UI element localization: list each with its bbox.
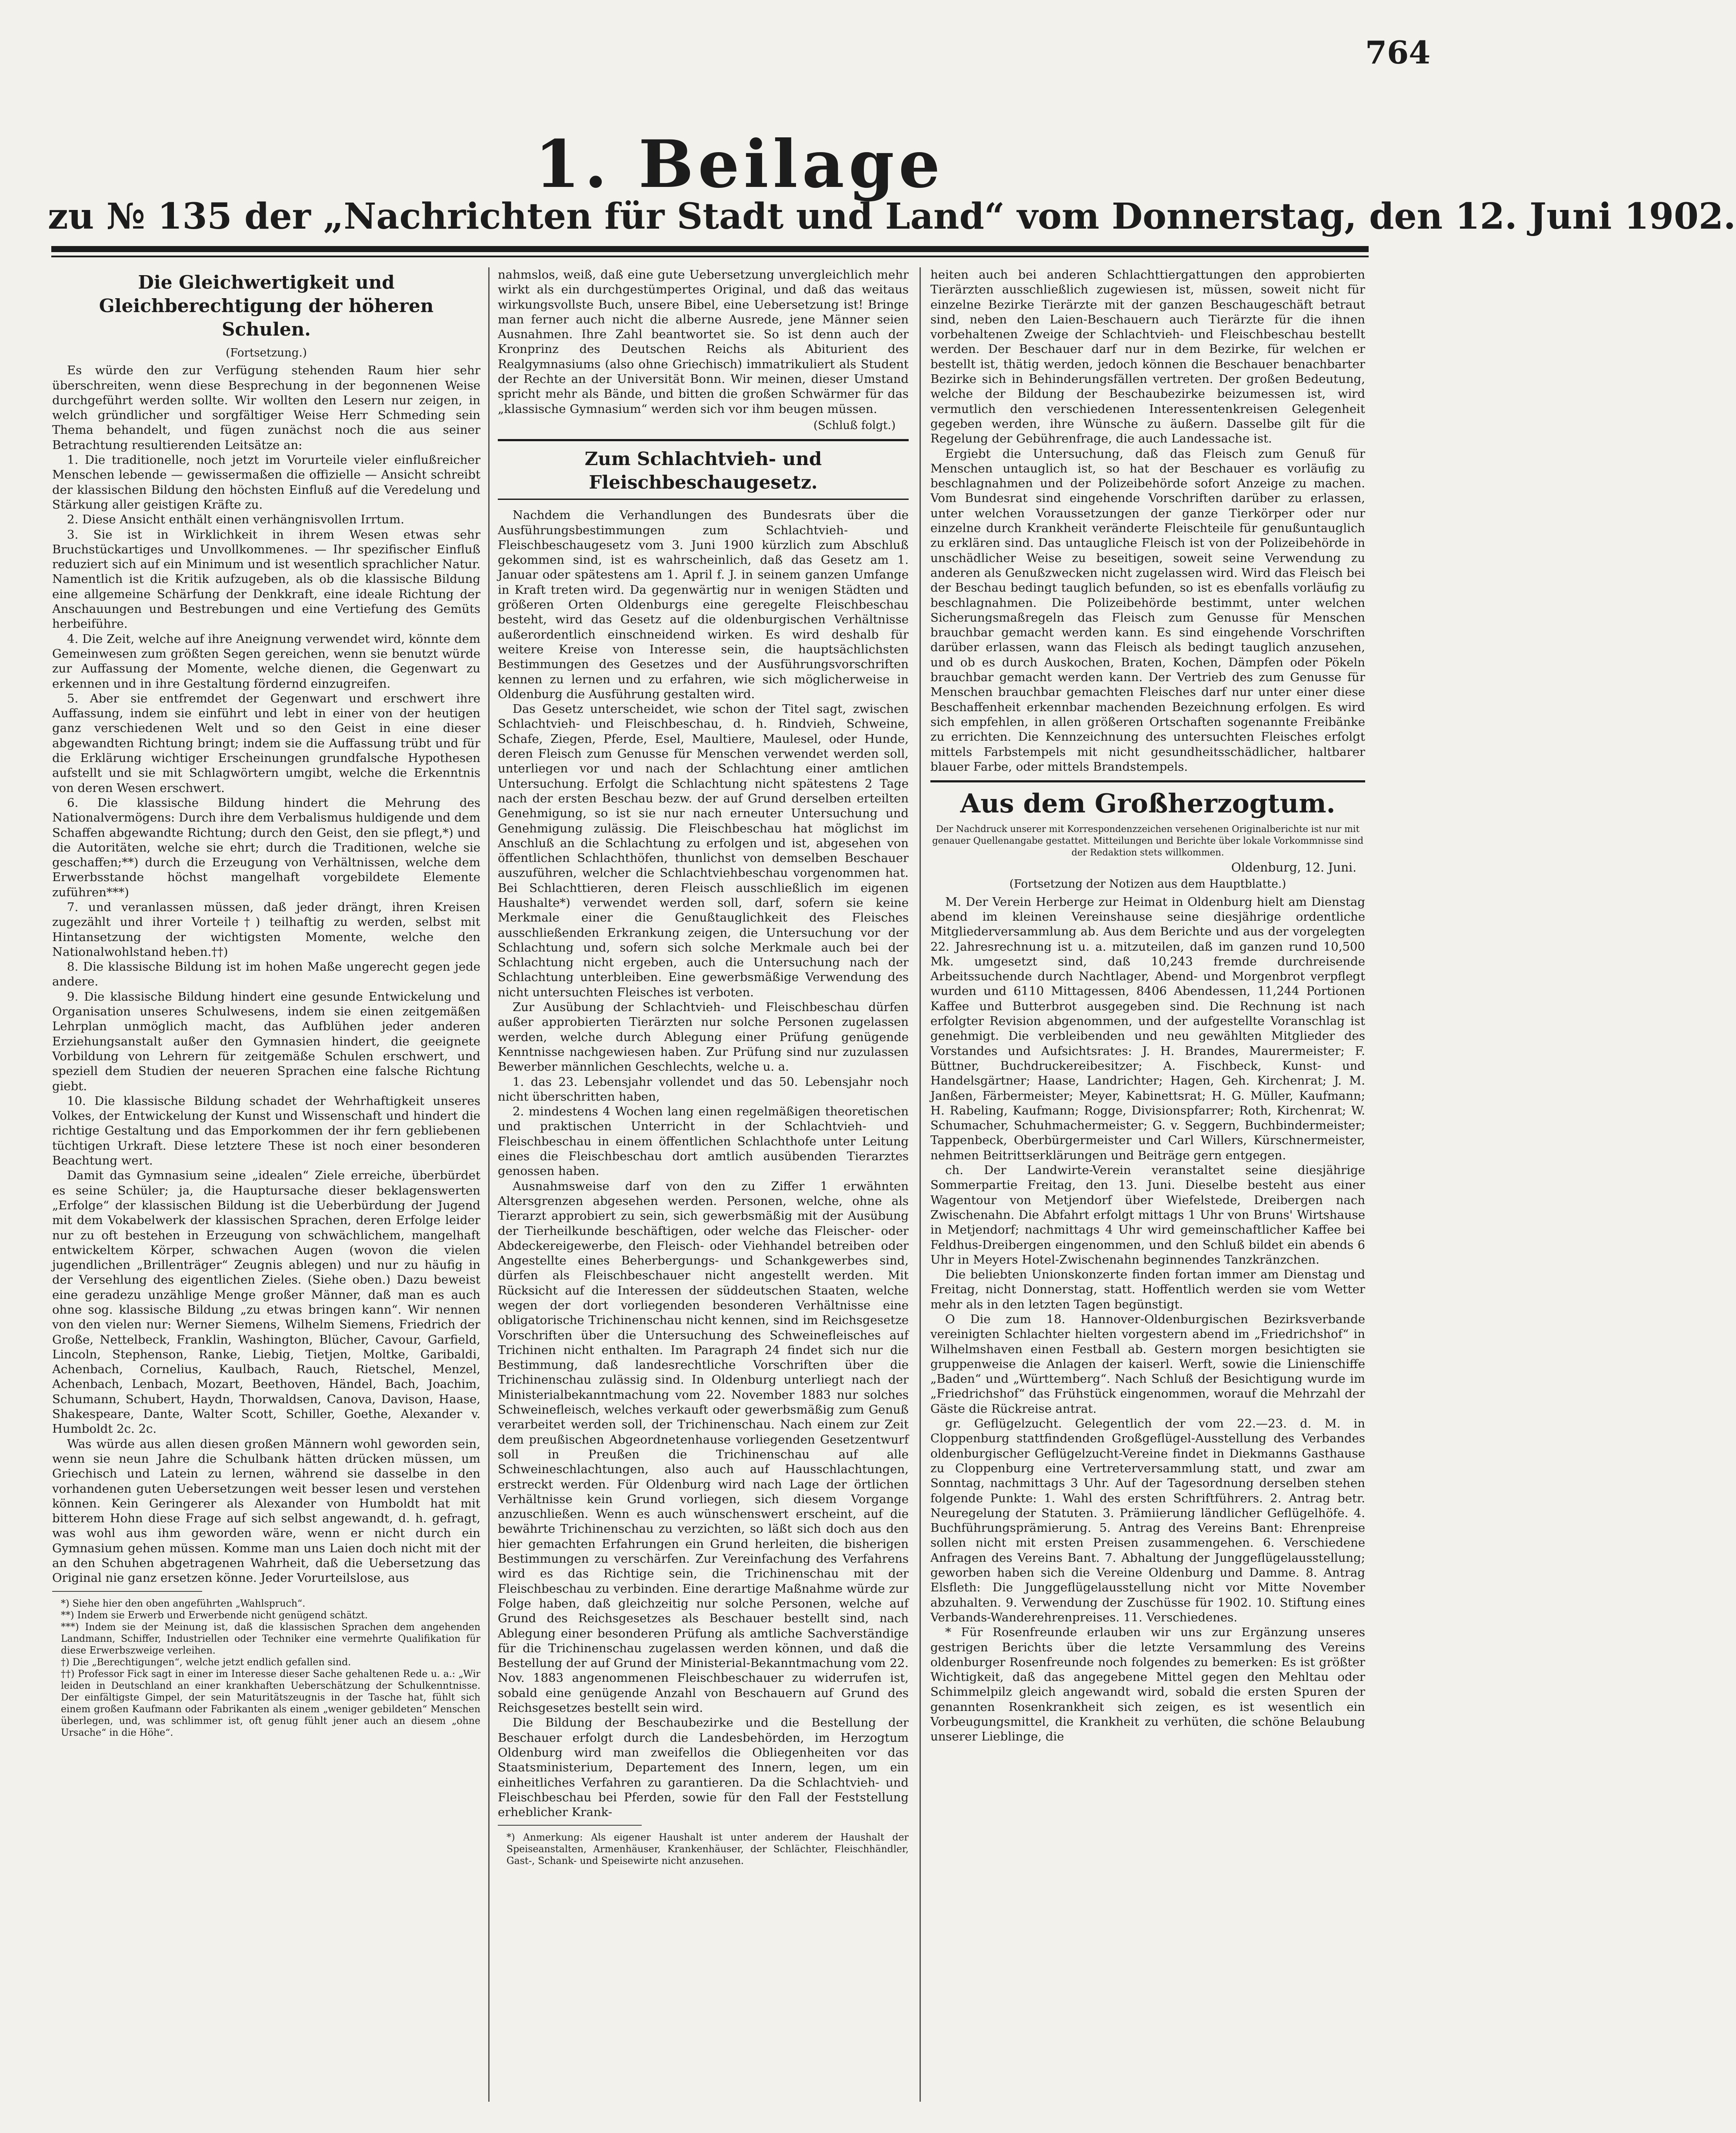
footnote: ***) Indem sie der Meinung ist, daß die klassischen Sprachen dem angehenden Landmann, Schiffer, Industriellen oder Techniker eine vermehrte Qualifikation für diese Erwerbszweige verleihen. [61, 1621, 480, 1656]
paragraph: 2. Diese Ansicht enthält einen verhängnisvollen Irrtum. [67, 512, 404, 527]
paragraph: heiten auch bei anderen Schlachttiergattungen den approbierten Tierärzten ausschließlich zugewiesen ist, müssen, soweit nicht für einzelne Bezirke Tierärzte mit der ganzen Beschaugeschäft betraut sind, neben den Laien-Beschauern auch Tierärzte für die ihnen vorbehaltenen Zweige der Schlachtvieh- und Fleischbeschau bestellt werden. Der Beschauer darf nur in dem Bezirke, für welchen er bestellt ist, thätig werden, jedoch können die Beschauer benachbarter Bezirke sich in Behinderungsfällen vertreten. Der großen Bedeutung, welche der Bildung der Beschaubezirke beizumessen ist, wird vermutlich den verschiedenen Interessentenkreisen Gelegenheit gegeben werden, ihre Wünsche zu äußern. Dasselbe gilt für die Regelung der Gebührenfrage, die auch Landessache ist. [930, 268, 1365, 446]
end-note: (Schluß folgt.) [813, 419, 896, 432]
paragraph: 9. Die klassische Bildung hindert eine gesunde Entwickelung und Organisation unseres Schulwesens, indem sie einen zeitgemäßen Lehrplan unmöglich macht, das Aufblühen jeder anderen Erziehungsanstalt außer den Gymnasien hindert, die geeignete Vorbildung von Lehrern für zeitgemäße Schulen erschwert, und speziell dem Studien der neueren Sprachen eine falsche Richtung giebt. [52, 989, 480, 1093]
column-2 [498, 267, 909, 2106]
footnotes [498, 1832, 909, 1867]
footnote-rule [52, 1591, 202, 1592]
footnote: †) Die „Berechtigungen“, welche jetzt endlich gefallen sind. [61, 1657, 351, 1668]
headline-rule [498, 499, 909, 500]
footnote: **) Indem sie Erwerb und Erwerbende nicht genügend schätzt. [61, 1610, 368, 1621]
paragraph: Das Gesetz unterscheidet, wie schon der Titel sagt, zwischen Schlachtvieh- und Fleischbeschau, d. h. Rindvieh, Schweine, Schafe, Ziegen, Pferde, Esel, Maultiere, Maulesel, oder Hunde, deren Fleisch zum Genusse für Menschen verwendet werden soll, unterliegen vor und nach der Schlachtung einer amtlichen Untersuchung. Erfolgt die Schlachtung nicht spätestens 2 Tage nach der ersten Beschau bezw. der auf Grund derselben erteilten Genehmigung, so ist sie nur nach erneuter Untersuchung und Genehmigung zulässig. Die Fleischbeschau hat möglichst im Anschluß an die Schlachtung zu erfolgen und ist, abgesehen von öffentlichen Schlachthöfen, thunlichst von demselben Beschauer auszuführen, welcher die Schlachtviehbeschau vorgenommen hat. Bei Schlachttieren, deren Fleisch ausschließlich im eigenen Haushalte*) verwendet werden soll, darf, sofern sie keine Merkmale einer die Genußtauglichkeit des Fleisches ausschließenden Erkrankung zeigen, die Untersuchung vor der Schlachtung und, sofern sich solche Merkmale auch bei der Schlachtung nicht ergeben, auch die Untersuchung nach der Schlachtung unterbleiben. Eine gewerbsmäßige Verwendung des nicht untersuchten Fleisches ist verboten. [498, 702, 909, 999]
section-rule [498, 439, 909, 441]
paragraph: 10. Die klassische Bildung schadet der Wehrhaftigkeit unseres Volkes, der Entwickelung der Kunst und Wissenschaft und hindert die richtige Gestaltung und das Emporkommen der ihr fern gebliebenen tüchtigen Urkraft. Diese letztere These ist noch einer besonderen Beachtung wert. [52, 1094, 480, 1168]
column-3 [930, 267, 1365, 2106]
paragraph: M. Der Verein Herberge zur Heimat in Oldenburg hielt am Dienstag abend im kleinen Vereinshause seine diesjährige ordentliche Mitgliederversammlung ab. Aus dem Berichte und aus der vorgelegten 22. Jahresrechnung ist u. a. mitzuteilen, daß im ganzen rund 10,500 Mk. umgesetzt sind, daß 10,243 fremde durchreisende Arbeitssuchende durch Nachtlager, Abend- und Morgenbrot verpflegt wurden und 6110 Mittagessen, 8406 Abendessen, 11,244 Portionen Kaffee und Butterbrot ausgegeben sind. Die Rechnung ist nach erfolgter Revision abgenommen, und der aufgestellte Voranschlag ist genehmigt. Die verbleibenden und neu gewählten Mitglieder des Vorstandes und Aufsichtsrates: J. H. Brandes, Maurermeister; F. Büttner, Buchdruckereibesitzer; A. Fischbeck, Kunst- und Handelsgärtner; Haase, Landrichter; Hagen, Geh. Kirchenrat; J. M. Janßen, Färbermeister; Meyer, Kabinettsrat; H. G. Müller, Kaufmann; H. Rabeling, Kaufmann; Rogge, Divisionspfarrer; Roth, Kirchenrat; W. Schumacher, Schuhmachermeister; G. v. Seggern, Buchbindermeister; Tappenbeck, Oberbürgermeister und Carl Willers, Kürschnermeister, nehmen Beitrittserklärungen und Beiträge gern entgegen. [930, 895, 1365, 1162]
paragraph: gr. Geflügelzucht. Gelegentlich der vom 22.—23. d. M. in Cloppenburg stattfindenden Großgeflügel-Ausstellung des Verbandes oldenburgischer Geflügelzucht-Vereine findet in Diekmanns Gasthause zu Cloppenburg eine Vertreterversammlung statt, und zwar am Sonntag, nachmittags 3 Uhr. Auf der Tagesordnung derselben stehen folgende Punkte: 1. Wahl des ersten Schriftführers. 2. Antrag betr. Neuregelung der Statuten. 3. Prämiierung ländlicher Geflügelhöfe. 4. Buchführungsprämierung. 5. Antrag des Vereins Bant: Ehrenpreise sollen nicht mit ersten Preisen zusammengehen. 6. Verschiedene Anfragen des Vereins Bant. 7. Abhaltung der Junggeflügelausstellung; geworben haben sich die Vereine Oldenburg und Damme. 8. Antrag Elsfleth: Die Junggeflügelausstellung nicht vor Mitte November abzuhalten. 9. Verwendung der Zuschüsse für 1902. 10. Stiftung eines Verbands-Wanderehrenpreises. 11. Verschiedenes. [930, 1417, 1365, 1624]
masthead-rule [51, 246, 1369, 252]
section-rule [930, 780, 1365, 782]
column-divider [920, 267, 921, 2102]
paragraph: 5. Aber sie entfremdet der Gegenwart und erschwert ihre Auffassung, indem sie einführt und lebt in einer von der heutigen ganz verschiedenen Welt und so den Geist in eine dieser abgewandten Richtung bringt; indem sie die Auffassung trübt und für die Erklärung wichtiger Erscheinungen grundfalsche Hypothesen aufstellt und sie mit Schlagwörtern umgibt, welche die Erkenntnis von deren Wesen erschwert. [52, 691, 480, 795]
paragraph: Nachdem die Verhandlungen des Bundesrats über die Ausführungsbestimmungen zum Schlachtvieh- und Fleischbeschaugesetz vom 3. Juni 1900 kürzlich zum Abschluß gekommen sind, ist es wahrscheinlich, daß das Gesetz am 1. Januar oder spätestens am 1. April f. J. in seinem ganzen Umfange in Kraft treten wird. Da gegenwärtig nur in wenigen Städten und größeren Orten Oldenburgs eine geregelte Fleischbeschau besteht, wird das Gesetz auf die oldenburgischen Verhältnisse außerordentlich einschneidend wirken. Es wird deshalb für weitere Kreise von Interesse sein, die hauptsächlichsten Bestimmungen des Gesetzes und der Ausführungsvorschriften kennen zu lernen und zu erfahren, wie sich möglicherweise in Oldenburg die Ausführung gestalten wird. [498, 508, 909, 701]
footnote-rule [498, 1825, 642, 1826]
paragraph: 8. Die klassische Bildung ist im hohen Maße ungerecht gegen jede andere. [52, 960, 480, 989]
continuation-note: (Fortsetzung der Notizen aus dem Hauptblatte.) [1009, 878, 1286, 891]
continuation-note: (Fortsetzung.) [226, 346, 307, 359]
paragraph: Damit das Gymnasium seine „idealen“ Ziele erreiche, überbürdet es seine Schüler; ja, die Hauptursache dieser beklagenswerten „Erfolge“ der klassischen Bildung ist die Ueberbürdung der Jugend mit dem Vokabelwerk der klassischen Sprachen, deren Erfolge leider nur zu oft bestehen in Erzeugung von schwächlichem, mangelhaft entwickeltem Körper, schwachen Augen (wovon die vielen jugendlichen „Brillenträger“ Zeugnis ablegen) und nur zu häufig in der Versehlung des eigentlichen Zieles. (Siehe oben.) Dazu beweist eine geradezu unzählige Menge großer Männer, daß man es auch ohne sog. klassische Bildung „zu etwas bringen kann“. Wir nennen von den vielen nur: Werner Siemens, Wilhelm Siemens, Friedrich der Große, Nettelbeck, Franklin, Washington, Blücher, Cavour, Garfield, Lincoln, Stephenson, Ranke, Liebig, Tietjen, Moltke, Garibaldi, Achenbach, Cornelius, Kaulbach, Rauch, Rietschel, Menzel, Achenbach, Lenbach, Mozart, Beethoven, Händel, Bach, Joachim, Schumann, Schubert, Haydn, Thorwaldsen, Canova, Davison, Haase, Shakespeare, Dante, Walter Scott, Schiller, Goethe, Alexander v. Humboldt 2c. 2c. [52, 1168, 480, 1436]
paragraph: Ausnahmsweise darf von den zu Ziffer 1 erwähnten Altersgrenzen abgesehen werden. Personen, welche, ohne als Tierarzt approbiert zu sein, sich gewerbsmäßig mit der Ausübung der Tierheilkunde beschäftigen, oder welche das Fleischer- oder Abdeckereigewerbe, den Fleisch- oder Viehhandel betreiben oder Angestellte eines Beherbergungs- und Schankgewerbes sind, dürfen als Fleischbeschauer nicht angestellt werden. Mit Rücksicht auf die Interessen der süddeutschen Staaten, welche wegen der dort vorliegenden besonderen Verhältnisse eine obligatorische Trichinenschau nicht kennen, sind im Reichsgesetze Vorschriften über die Untersuchung des Schweinefleisches auf Trichinen nicht enthalten. Im Paragraph 24 findet sich nur die Bestimmung, daß landesrechtliche Vorschriften über die Trichinenschau zulässig sind. In Oldenburg unterliegt nach der Ministerialbekanntmachung vom 22. November 1883 nur solches Schweinefleisch, welches verkauft oder gewerbsmäßig zum Genuß verarbeitet werden soll, der Trichinenschau. Nach einem zur Zeit dem preußischen Abgeordnetenhause vorliegenden Gesetzentwurf soll in Preußen die Trichinenschau auf alle Schweineschlachtungen, also auch auf Hausschlachtungen, erstreckt werden. Für Oldenburg wird nach Lage der örtlichen Verhältnisse kein Grund vorliegen, sich diesem Vorgange anzuschließen. Wenn es auch wünschenswert erscheint, auf die bewährte Trichinenschau zu verzichten, so läßt sich doch aus den hier gemachten Erfahrungen ein Grund herleiten, die bisherigen Bestimmungen zu verschärfen. Zur Vereinfachung des Verfahrens wird es das Richtige sein, die Trichinenschau mit der Fleischbeschau zu verbinden. Eine derartige Maßnahme würde zur Folge haben, daß gleichzeitig nur solche Personen, welche auf Grund des Reichsgesetzes als Beschauer bestellt sind, nach Ablegung einer besonderen Prüfung als amtliche Sachverständige für die Trichinenschau zugelassen werden können, und daß die Bestellung der auf Grund der Ministerial-Bekanntmachung vom 22. Nov. 1883 angenommenen Fleischbeschauer zu widerrufen ist, sobald eine genügende Anzahl von Beschauern auf Grund des Reichsgesetzes bestellt sein wird. [498, 1179, 909, 1715]
page-number: 764 [1365, 34, 1431, 71]
paragraph: Ergiebt die Untersuchung, daß das Fleisch zum Genuß für Menschen untauglich ist, so hat der Beschauer es vorläufig zu beschlagnahmen und der Polizeibehörde sofort Anzeige zu machen. Vom Bundesrat sind eingehende Vorschriften darüber zu erlassen, unter welchen Voraussetzungen der ganze Tierkörper oder nur einzelne durch Krankheit veränderte Fleischteile für genußuntauglich zu erklären sind. Das untaugliche Fleisch ist von der Polizeibehörde in unschädlicher Weise zu beseitigen, soweit seine Verwendung zu anderen als Genußzwecken nicht zugelassen wird. Wird das Fleisch bei der Beschau bedingt tauglich befunden, so ist es ebenfalls vorläufig zu beschlagnahmen. Die Polizeibehörde bestimmt, unter welchen Sicherungsmaßregeln das Fleisch zum Genusse für Menschen brauchbar gemacht werden kann. Es sind eingehende Vorschriften darüber erlassen, wann das Fleisch als bedingt tauglich anzusehen, und ob es durch Auskochen, Braten, Kochen, Dämpfen oder Pökeln brauchbar gemacht werden kann. Der Vertrieb des zum Genusse für Menschen brauchbar gemachten Fleisches darf nur unter einer diese Beschaffenheit erkennbar machenden Bezeichnung erfolgen. Es wird sich empfehlen, in allen größeren Ortschaften sogenannte Freibänke zu errichten. Die Kennzeichnung des untersuchten Fleisches erfolgt mittels Farbstempels mit nicht gesundheitsschädlicher, haltbarer blauer Farbe, oder mittels Brandstempels. [930, 446, 1365, 774]
paragraph: 4. Die Zeit, welche auf ihre Aneignung verwendet wird, könnte dem Gemeinwesen zum größten Segen gereichen, wenn sie benutzt würde zur Auffassung der Momente, welche dienen, die Gegenwart zu erkennen und in ihre Gestaltung fördernd einzugreifen. [52, 632, 480, 691]
paragraph: 1. Die traditionelle, noch jetzt im Vorurteile vieler einflußreicher Menschen lebende — gewissermaßen die offizielle — Ansicht schreibt der klassischen Bildung den höchsten Einfluß auf die Veredelung und Stärkung aller geistigen Kräfte zu. [52, 453, 480, 512]
paragraph: Zur Ausübung der Schlachtvieh- und Fleischbeschau dürfen außer approbierten Tierärzten nur solche Personen zugelassen werden, welche durch Ablegung einer Prüfung genügende Kenntnisse nachgewiesen haben. Zur Prüfung sind nur zuzulassen Bewerber männlichen Geschlechts, welche u. a. [498, 1000, 909, 1074]
paragraph: 1. das 23. Lebensjahr vollendet und das 50. Lebensjahr noch nicht überschritten haben, [498, 1075, 909, 1104]
column-1 [52, 267, 480, 2106]
reprint-note: Der Nachdruck unserer mit Korrespondenzzeichen versehenen Originalberichte ist nur mit genauer Quellenangabe gestattet. Mitteilungen und Berichte über lokale Vorkommnisse sind der Redaktion stets willkommen. [932, 824, 1364, 858]
paragraph: Was würde aus allen diesen großen Männern wohl geworden sein, wenn sie neun Jahre die Schulbank hätten drücken müssen, um Griechisch und Latein zu lernen, während sie dasselbe in den vorhandenen guten Uebersetzungen weit besser lesen und verstehen können. Kein Geringerer als Alexander von Humboldt hat mit bitterem Hohn diese Frage auf sich selbst angewandt, d. h. gefragt, was wohl aus ihm geworden wäre, wenn er nicht durch ein Gymnasium gehen müssen. Komme man uns Laien doch nicht mit der an den Schuhen abgetragenen Wahrheit, daß die Uebersetzung das Original nie ganz ersetzen könne. Jeder Vorurteilslose, aus [52, 1437, 480, 1585]
paragraph: 7. und veranlassen müssen, daß jeder drängt, ihren Kreisen zugezählt und ihrer Vorteile†) teilhaftig zu werden, selbst mit Hintansetzung der wichtigsten Momente, welche den Nationalwohlstand heben.††) [52, 900, 480, 959]
paragraph: 6. Die klassische Bildung hindert die Mehrung des Nationalvermögens: Durch ihre dem Verbalismus huldigende und dem Schaffen abgewandte Richtung; durch den Geist, den sie pflegt,*) und die Autoritäten, welche sie ehrt; durch die Traditionen, welche sie geschaffen;**) durch die Erzeugung von Verhältnissen, welche dem Erwerbsstande höchst mangelhaft vorgebildete Elemente zuführen***) [52, 795, 480, 899]
paragraph: 3. Sie ist in Wirklichkeit in ihrem Wesen etwas sehr Bruchstückartiges und Unvollkommenes. — Ihr spezifischer Einfluß reduziert sich auf ein Minimum und ist wesentlich sprachlicher Natur. Namentlich ist die Kritik aufzugeben, als ob die klassische Bildung eine allgemeine Schärfung der Denkkraft, eine ideale Richtung der Anschauungen und Bestrebungen und eine Vertiefung des Gemüts herbeiführe. [52, 527, 480, 631]
masthead-title: 1. Beilage [534, 126, 945, 203]
footnote: *) Anmerkung: Als eigener Haushalt ist unter anderem der Haushalt der Speiseanstalten, Armenhäuser, Krankenhäuser, der Schlächter, Fleischhändler, Gast-, Schank- und Speisewirte nicht anzusehen. [506, 1832, 909, 1867]
paragraph: Es würde den zur Verfügung stehenden Raum hier sehr überschreiten, wenn diese Besprechung in der begonnenen Weise durchgeführt werden sollte. Wir wollten den Lesern nur zeigen, in welch gründlicher und sorgfältiger Weise Herr Schmeding sein Thema behandelt, und fügen zunächst noch die aus seiner Betrachtung resultierenden Leitsätze an: [52, 363, 480, 452]
paragraph: 2. mindestens 4 Wochen lang einen regelmäßigen theoretischen und praktischen Unterricht in der Schlachtvieh- und Fleischbeschau in einem öffentlichen Schlachthofe unter Leitung eines die Fleischbeschau dort amtlich ausübenden Tierarztes genossen haben. [498, 1105, 909, 1178]
footnote: ††) Professor Fick sagt in einer im Interesse dieser Sache gehaltenen Rede u. a.: „Wir leiden in Deutschland an einer krankhaften Ueberschätzung der Schulkenntnisse. Der einfältigste Gimpel, der sein Maturitätszeugnis in der Tasche hat, fühlt sich einem großen Kaufmann oder Fabrikanten als einem „weniger gebildeten“ Menschen überlegen, und, was schlimmer ist, oft genug fühlt jener auch an diesem „ohne Ursache“ in die Höhe“. [61, 1668, 480, 1738]
masthead-subtitle: zu № 135 der „Nachrichten für Stadt und Land“ vom Donnerstag, den 12. Juni 1902. [48, 196, 1736, 237]
paragraph: Die Bildung der Beschaubezirke und die Bestellung der Beschauer erfolgt durch die Landesbehörden, im Herzogtum Oldenburg wird man zweifellos die Obliegenheiten vor das Staatsministerium, Departement des Innern, legen, um ein einheitliches Verfahren zu garantieren. Da die Schlachtvieh- und Fleischbeschau bei Pferden, sowie für den Fall der Feststellung erheblicher Krank- [498, 1716, 909, 1820]
footnotes [52, 1598, 480, 1739]
dateline: Oldenburg, 12. Juni. [1231, 860, 1356, 875]
paragraph: O Die zum 18. Hannover-Oldenburgischen Bezirksverbande vereinigten Schlachter hielten vorgestern abend im „Friedrichshof“ in Wilhelmshaven einen Festball ab. Gestern morgen besichtigten sie gruppenweise die Anlagen der kaiserl. Werft, sowie die Linienschiffe „Baden“ und „Württemberg“. Nach Schluß der Besichtigung wurde im „Friedrichshof“ das Frühstück eingenommen, worauf die Mehrzahl der Gäste die Rückreise antrat. [930, 1312, 1365, 1416]
paragraph: * Für Rosenfreunde erlauben wir uns zur Ergänzung unseres gestrigen Berichts über die letzte Versammlung des Vereins oldenburger Rosenfreunde noch folgendes zu bemerken: Es ist größter Wichtigkeit, daß das angegebene Mittel gegen den Mehltau oder Schimmelpilz gleich angewandt wird, sobald die ersten Spuren der genannten Rosenkrankheit sich zeigen, es ist wesentlich ein Vorbeugungsmittel, die Krankheit zu verhüten, die schöne Belaubung unserer Lieblinge, die [930, 1625, 1365, 1744]
paragraph: ch. Der Landwirte-Verein veranstaltet seine diesjährige Sommerpartie Freitag, den 13. Juni. Dieselbe besteht aus einer Wagentour von Metjendorf über Wiefelstede, Dreibergen nach Zwischenahn. Die Abfahrt erfolgt mittags 1 Uhr von Bruns' Wirtshause in Metjendorf; nachmittags 4 Uhr wird gemeinschaftlicher Kaffee bei Feldhus-Dreibergen eingenommen, und den Schluß bildet ein abends 6 Uhr in Meyers Hotel-Zwischenahn beginnendes Tanzkränzchen. [930, 1163, 1365, 1267]
masthead-rule-thin [51, 256, 1369, 257]
paragraph: nahmslos, weiß, daß eine gute Uebersetzung unvergleichlich mehr wirkt als ein durchgestümpertes Original, und daß das weitaus wirkungsvollste Buch, unsere Bibel, eine Uebersetzung ist! Bringe man ferner auch nicht die alberne Ausrede, jene Männer seien Ausnahmen. Ihre Zahl beantwortet sie. So ist denn auch der Kronprinz des Deutschen Reichs als Abiturient des Realgymnasiums (also ohne Griechisch) immatrikuliert als Student der Rechte an der Universität Bonn. Wir meinen, dieser Umstand spricht mehr als Bände, und bitten die großen Schwärmer für das „klassische Gymnasium“ werden sich vor ihm beugen müssen. [498, 268, 909, 416]
article-headline: Aus dem Großherzogtum. [960, 789, 1336, 819]
article-headline: Zum Schlachtvieh- und Fleischbeschaugesetz. [584, 448, 822, 493]
paragraph: Die beliebten Unionskonzerte finden fortan immer am Dienstag und Freitag, nicht Donnerstag, statt. Hoffentlich werden sie vom Wetter mehr als in den letzten Tagen begünstigt. [930, 1268, 1365, 1311]
footnote: *) Siehe hier den oben angeführten „Wahlspruch“. [61, 1598, 306, 1609]
article-headline: Die Gleichwertigkeit und Gleichberechtigung der höheren Schulen. [99, 272, 434, 340]
column-divider [488, 267, 490, 2102]
